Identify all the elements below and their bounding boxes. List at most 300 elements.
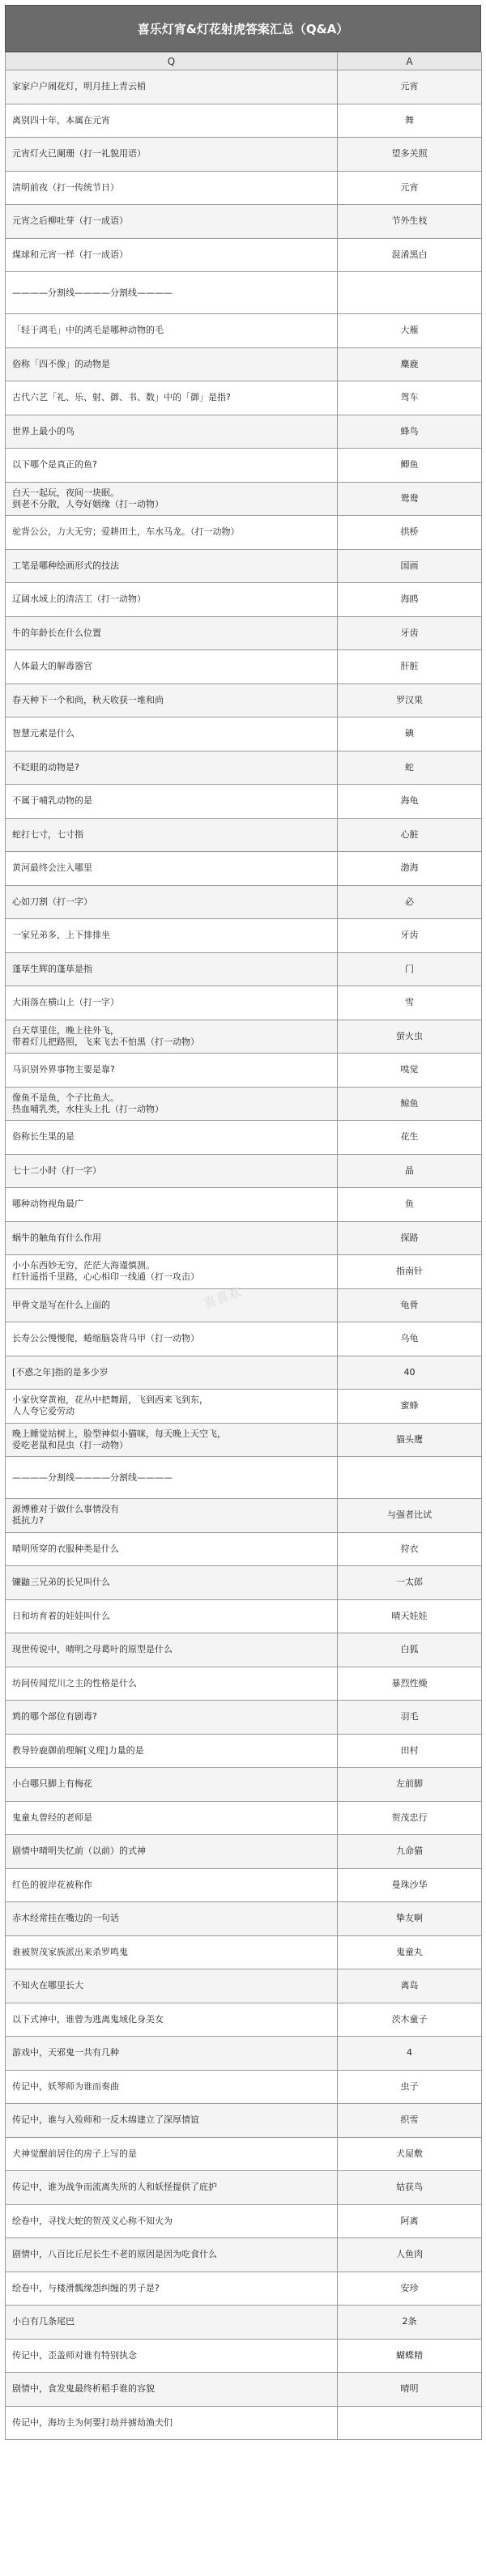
table-row (6, 1356, 482, 1390)
question-cell (6, 1633, 338, 1667)
question-cell (6, 1423, 338, 1457)
table-row (6, 1121, 482, 1155)
question-cell (6, 415, 338, 449)
question-text: 晚上睡觉站树上，脸型神似小猫咪，每天晚上天空飞， 爱吃老鼠和昆虫（打一动物） (12, 1428, 226, 1450)
question-text: 传记中，谁为战争而流离失所的人和妖怪提供了庇护 (12, 2182, 217, 2193)
table-row (6, 2003, 482, 2037)
answer-cell (338, 1121, 482, 1155)
table-row (6, 2272, 482, 2306)
answer-cell (338, 1902, 482, 1936)
answer-text: 贺茂忠行 (391, 1812, 428, 1823)
question-text: 剧情中，八百比丘尼长生不老的原因是因为吃食什么 (12, 2249, 217, 2260)
question-text: 晴明所穿的衣服种类是什么 (12, 1543, 119, 1554)
answer-text: 嗅觉 (400, 1064, 419, 1075)
question-cell (6, 138, 338, 172)
answer-cell (338, 1734, 482, 1768)
answer-cell (338, 2339, 482, 2373)
table-row (6, 1188, 482, 1222)
table-row (6, 1390, 482, 1424)
question-text: 俗称长生果的是 (12, 1131, 75, 1143)
table-row (6, 205, 482, 239)
watermark: 喜喜欢 (201, 1284, 244, 1312)
question-cell (6, 1288, 338, 1322)
table-row (6, 2137, 482, 2171)
question-text: 哪种动物视角最广 (12, 1199, 83, 1210)
answer-text: 40 (403, 1366, 416, 1377)
question-cell (6, 818, 338, 852)
answer-text: 人鱼肉 (396, 2249, 423, 2260)
question-text: 元宵灯火已阑珊（打一礼貌用语） (12, 148, 146, 160)
answer-cell (338, 482, 482, 516)
question-cell (6, 2238, 338, 2272)
answer-cell (338, 852, 482, 886)
answer-cell (338, 1599, 482, 1633)
question-text: ————分割线————分割线———— (12, 287, 173, 298)
question-text: 红色的彼岸花被称作 (12, 1879, 92, 1890)
answer-text: 海龟 (400, 795, 419, 807)
question-cell (6, 1868, 338, 1902)
table-row (6, 717, 482, 752)
answer-cell (338, 1054, 482, 1088)
answer-cell (338, 1154, 482, 1188)
table-row (6, 1868, 482, 1902)
question-text: 蛇打七寸，七寸指 (12, 828, 83, 840)
question-text: 白天草里住，晚上往外飞， 带着灯儿把路照，飞来飞去不怕黑（打一动物） (12, 1024, 199, 1047)
table-row (6, 1633, 482, 1667)
answer-text: 晴明 (400, 2383, 419, 2395)
answer-text: 乌龟 (400, 1333, 419, 1344)
table-row (6, 1935, 482, 1969)
table-row (6, 1835, 482, 1869)
answer-text: 麋鹿 (400, 358, 419, 369)
answer-cell (338, 1221, 482, 1255)
answer-cell (338, 1801, 482, 1835)
table-row (6, 549, 482, 583)
question-text: 心如刀割（打一字） (12, 896, 92, 907)
question-text: 大雨落在横山上（打一字） (12, 997, 119, 1008)
question-cell (6, 885, 338, 919)
answer-cell (338, 205, 482, 239)
answer-cell (338, 1701, 482, 1735)
answer-cell (338, 2137, 482, 2171)
question-text: 剧情中，食发鬼最终析稻手谁的容貌 (12, 2383, 155, 2395)
answer-cell (338, 272, 482, 314)
question-cell (6, 1499, 338, 1533)
answer-cell (338, 2070, 482, 2104)
answer-cell (338, 104, 482, 138)
table-row (6, 70, 482, 104)
answer-text: 雪 (405, 997, 414, 1008)
table-row (6, 449, 482, 483)
answer-cell (338, 2272, 482, 2306)
question-cell (6, 205, 338, 239)
table-row (6, 1532, 482, 1566)
question-text: 甲骨文是写在什么上面的 (12, 1299, 110, 1310)
answer-cell (338, 885, 482, 919)
table-row (6, 919, 482, 953)
answer-cell (338, 1390, 482, 1424)
answer-cell (338, 2003, 482, 2037)
answer-cell (338, 751, 482, 785)
question-text: 工笔是哪种绘画形式的技法 (12, 560, 119, 571)
question-text: 马识别外界事物主要是靠? (12, 1064, 115, 1075)
table-row (6, 2373, 482, 2407)
question-cell (6, 1221, 338, 1255)
question-text: 以下哪个是真正的鱼? (12, 459, 97, 470)
qa-table (5, 52, 482, 2440)
answer-cell (338, 2306, 482, 2340)
answer-cell (338, 952, 482, 986)
question-cell (6, 1255, 338, 1289)
question-cell (6, 2306, 338, 2340)
answer-cell (338, 1288, 482, 1322)
question-cell (6, 1154, 338, 1188)
answer-text: 国画 (400, 560, 419, 571)
question-text: 世界上最小的鸟 (12, 425, 75, 436)
answer-text: 鱼 (405, 1199, 414, 1210)
question-text: 俗称「四不像」的动物是 (12, 358, 110, 369)
table-row (6, 2204, 482, 2238)
answer-cell (338, 70, 482, 104)
question-text: 「轻于鸿毛」中的鸿毛是哪种动物的毛 (12, 325, 164, 336)
question-text: 春天种下一个和尚，秋天收获一堆和尚 (12, 694, 164, 705)
answer-cell (338, 516, 482, 550)
answer-cell (338, 1322, 482, 1356)
answer-text: 心脏 (400, 828, 419, 840)
question-cell (6, 650, 338, 684)
table-row (6, 616, 482, 650)
answer-cell (338, 1633, 482, 1667)
answer-text: 鲸鱼 (400, 1097, 419, 1109)
question-text: 传记中，谁与入殓师和一反木绵建立了深厚情谊 (12, 2114, 199, 2126)
table-row (6, 1499, 482, 1533)
question-cell (6, 1734, 338, 1768)
answer-text: 门 (405, 963, 414, 974)
question-cell (6, 171, 338, 205)
table-row (6, 1734, 482, 1768)
question-text: 绘卷中，寻找大蛇的贺茂义心称不知火为 (12, 2215, 173, 2226)
question-cell (6, 852, 338, 886)
answer-text: 挚友啊 (396, 1913, 423, 1924)
table-row (6, 2238, 482, 2272)
answer-text: 鲫鱼 (400, 459, 419, 470)
answer-text: 暴烈性燥 (391, 1677, 428, 1688)
question-cell (6, 70, 338, 104)
answer-text: 牙齿 (400, 627, 419, 638)
question-cell (6, 2204, 338, 2238)
answer-text: 一太郎 (396, 1577, 423, 1588)
answer-cell (338, 1969, 482, 2003)
answer-cell (338, 347, 482, 381)
question-text: 长寿公公慢慢爬，蜷缩脑袋背马甲（打一动物） (12, 1333, 199, 1344)
table-row (6, 1255, 482, 1289)
answer-text: 萤火虫 (396, 1030, 423, 1041)
question-text: 绘卷中，与楼滑瓢缘怨纠缠的男子是? (12, 2282, 160, 2293)
answer-text: 与强者比试 (387, 1509, 432, 1521)
question-cell (6, 449, 338, 483)
answer-text: 拱桥 (400, 526, 419, 538)
question-cell (6, 2339, 338, 2373)
answer-text: 安珍 (400, 2282, 419, 2293)
question-text: 古代六艺「礼、乐、射、御、书、数」中的「御」是指? (12, 392, 231, 403)
answer-cell (338, 616, 482, 650)
table-row (6, 1221, 482, 1255)
answer-cell (338, 717, 482, 752)
question-cell (6, 1969, 338, 2003)
question-text: 源博雅对于做什么事情没有 抵抗力? (12, 1504, 119, 1526)
table-row (6, 314, 482, 348)
answer-text: 虫子 (400, 2080, 419, 2092)
question-cell (6, 2137, 338, 2171)
answer-text: 望多关照 (391, 148, 428, 160)
table-row (6, 1701, 482, 1735)
question-text: 蓬荜生辉的蓬荜是指 (12, 963, 92, 974)
table-row (6, 885, 482, 919)
answer-cell (338, 171, 482, 205)
question-cell (6, 1390, 338, 1424)
question-text: 以下式神中，谁曾为逃离鬼域化身美女 (12, 2013, 164, 2025)
question-text: 辽阔水域上的清洁工（打一动物） (12, 594, 146, 605)
answer-text: 鸳鸯 (400, 492, 419, 504)
table-row (6, 347, 482, 381)
question-cell (6, 238, 338, 272)
table-row (6, 1054, 482, 1088)
table-row (6, 138, 482, 172)
answer-cell (338, 2373, 482, 2407)
answer-cell (338, 583, 482, 617)
question-text: 清明前夜（打一传统节日） (12, 181, 119, 193)
question-cell (6, 2003, 338, 2037)
answer-text: 左前脚 (396, 1778, 423, 1790)
qa-table-body (6, 53, 482, 2440)
question-cell (6, 1835, 338, 1869)
answer-cell (338, 415, 482, 449)
question-text: 不知火在哪里长大 (12, 1980, 83, 1991)
page-title: 喜乐灯宵&灯花射虎答案汇总（Q&A） (5, 5, 481, 52)
question-cell (6, 717, 338, 752)
question-text: 赤木经常挂在嘴边的一句话 (12, 1913, 119, 1924)
answer-cell (338, 1457, 482, 1499)
answer-text: 驾车 (400, 392, 419, 403)
question-cell (6, 1667, 338, 1701)
answer-text: 大雁 (400, 325, 419, 336)
table-row (6, 1154, 482, 1188)
table-row (6, 986, 482, 1020)
table-row (6, 1322, 482, 1356)
question-cell (6, 1935, 338, 1969)
question-cell (6, 1902, 338, 1936)
question-text: 教导铃鹿御前理解[义理]力量的是 (12, 1744, 144, 1756)
table-row (6, 2306, 482, 2340)
answer-cell (338, 1188, 482, 1222)
question-cell (6, 2373, 338, 2407)
question-text: [不惑之年]指的是多少岁 (12, 1366, 109, 1377)
question-cell (6, 516, 338, 550)
table-header-row (6, 53, 482, 70)
answer-text: 犬屋敷 (396, 2148, 423, 2159)
answer-text: 织雪 (400, 2114, 419, 2126)
question-text: 七十二小时（打一字） (12, 1165, 101, 1176)
question-cell (6, 2171, 338, 2205)
answer-text: 曼珠沙华 (391, 1879, 428, 1890)
answer-text: 田村 (400, 1744, 419, 1756)
table-row (6, 683, 482, 717)
answer-cell (338, 549, 482, 583)
answer-text: 2条 (402, 2316, 417, 2327)
answer-text: 姑获鸟 (396, 2182, 423, 2193)
answer-text: 鬼童丸 (396, 1946, 423, 1957)
answer-cell (338, 650, 482, 684)
answer-cell (338, 238, 482, 272)
question-cell (6, 549, 338, 583)
answer-text: 离岛 (400, 1980, 419, 1991)
table-row (6, 1768, 482, 1802)
answer-text: 蜂鸟 (400, 425, 419, 436)
answer-text: 蜜蜂 (400, 1400, 419, 1411)
question-text: 游戏中，天邪鬼一共有几种 (12, 2047, 119, 2059)
answer-text: 4 (407, 2047, 412, 2059)
question-text: 蜗牛的触角有什么作用 (12, 1232, 101, 1243)
answer-cell (338, 381, 482, 415)
question-cell (6, 919, 338, 953)
answer-cell (338, 1935, 482, 1969)
answer-text: 九命猫 (396, 1846, 423, 1857)
question-cell (6, 1188, 338, 1222)
answer-cell (338, 1255, 482, 1289)
table-row (6, 1566, 482, 1600)
question-cell (6, 1020, 338, 1054)
answer-text: 指南针 (396, 1266, 423, 1277)
separator-row (6, 272, 482, 314)
answer-text: 羽毛 (400, 1711, 419, 1722)
answer-text: 蛇 (405, 761, 414, 773)
question-cell (6, 381, 338, 415)
question-cell (6, 314, 338, 348)
table-row (6, 1020, 482, 1054)
question-text: 家家户户闹花灯，明月挂上青云梢 (12, 81, 146, 92)
question-cell (6, 1087, 338, 1121)
separator-row (6, 1457, 482, 1499)
question-text: 元宵之后柳吐芽（打一成语） (12, 215, 128, 227)
table-row (6, 2406, 482, 2440)
question-text: 鸩的哪个部位有剧毒? (12, 1711, 97, 1722)
answer-cell (338, 1532, 482, 1566)
question-cell (6, 1801, 338, 1835)
table-row (6, 1667, 482, 1701)
answer-text: 海鸥 (400, 594, 419, 605)
question-cell (6, 683, 338, 717)
answer-text: 混淆黑白 (391, 249, 428, 260)
answer-cell (338, 1499, 482, 1533)
answer-cell (338, 138, 482, 172)
answer-text: 晴天娃娃 (391, 1610, 428, 1621)
question-text: 剧情中晴明失忆前（以前）的式神 (12, 1846, 146, 1857)
question-cell (6, 482, 338, 516)
question-cell (6, 1054, 338, 1088)
question-cell (6, 1322, 338, 1356)
question-text: ————分割线————分割线———— (12, 1471, 173, 1483)
answer-cell (338, 1087, 482, 1121)
answer-cell (338, 2238, 482, 2272)
table-row (6, 381, 482, 415)
answer-cell (338, 1768, 482, 1802)
question-cell (6, 952, 338, 986)
answer-text: 狩衣 (400, 1543, 419, 1554)
answer-text: 必 (405, 896, 414, 907)
question-text: 日和坊育着的娃娃叫什么 (12, 1610, 110, 1621)
question-cell (6, 616, 338, 650)
question-text: 人体最大的解毒器官 (12, 661, 92, 672)
question-text: 传记中，海坊主为何要打劫并掳劫渔夫们 (12, 2416, 173, 2428)
question-cell (6, 1566, 338, 1600)
table-row (6, 2070, 482, 2104)
table-row (6, 1423, 482, 1457)
answer-text: 茨木童子 (391, 2013, 428, 2025)
question-cell (6, 583, 338, 617)
answer-text: 阿离 (400, 2215, 419, 2226)
table-row (6, 1087, 482, 1121)
answer-cell (338, 2104, 482, 2138)
answer-text: 蝴蝶精 (396, 2349, 423, 2361)
question-text: 传记中，歪盖师对谁有特别执念 (12, 2349, 137, 2361)
answer-text: 碘 (405, 728, 414, 739)
question-text: 现世传说中，晴明之母葛叶的原型是什么 (12, 1644, 173, 1655)
question-cell (6, 272, 338, 314)
answer-cell (338, 314, 482, 348)
question-cell (6, 1457, 338, 1499)
table-row (6, 952, 482, 986)
answer-text: 肝脏 (400, 661, 419, 672)
answer-cell (338, 2171, 482, 2205)
answer-cell (338, 449, 482, 483)
question-text: 煤球和元宵一样（打一成语） (12, 249, 128, 260)
question-text: 小小东西妙无穷，茫茫大海谨慎测。 红针遥指千里路，心心相印一线通（打一攻击） (12, 1260, 199, 1283)
answer-text: 元宵 (400, 81, 419, 92)
answer-cell (338, 785, 482, 819)
answer-cell (338, 1868, 482, 1902)
question-text: 镰鼬三兄弟的长兄叫什么 (12, 1577, 110, 1588)
table-row (6, 751, 482, 785)
question-cell (6, 1768, 338, 1802)
table-row (6, 818, 482, 852)
answer-text: 元宵 (400, 181, 419, 193)
answer-cell (338, 1356, 482, 1390)
page-bottom (0, 2565, 486, 2576)
question-text: 坊间传闻荒川之主的性格是什么 (12, 1677, 137, 1688)
answer-text: 节外生枝 (391, 215, 428, 227)
answer-text: 猫头鹰 (396, 1433, 423, 1445)
table-row (6, 171, 482, 205)
answer-cell (338, 683, 482, 717)
table-row (6, 1969, 482, 2003)
question-text: 小白有几条尾巴 (12, 2316, 75, 2327)
table-row (6, 785, 482, 819)
question-text: 鬼童丸曾经的老师是 (12, 1812, 92, 1823)
question-text: 牛的年龄长在什么位置 (12, 627, 101, 638)
answer-text: 晶 (405, 1165, 414, 1176)
question-text: 传记中，妖琴师为谁而奏曲 (12, 2080, 119, 2092)
question-text: 谁被贺茂家族派出来杀罗鸣鬼 (12, 1946, 128, 1957)
question-cell (6, 2070, 338, 2104)
column-header-q: Q (6, 53, 338, 70)
column-header-a: A (338, 53, 482, 70)
answer-cell (338, 919, 482, 953)
question-text: 智慧元素是什么 (12, 728, 75, 739)
question-text: 小白哪只脚上有梅花 (12, 1778, 92, 1790)
table-row (6, 2037, 482, 2071)
question-text: 一家兄弟多，上下排排坐 (12, 930, 110, 941)
answer-cell (338, 1423, 482, 1457)
